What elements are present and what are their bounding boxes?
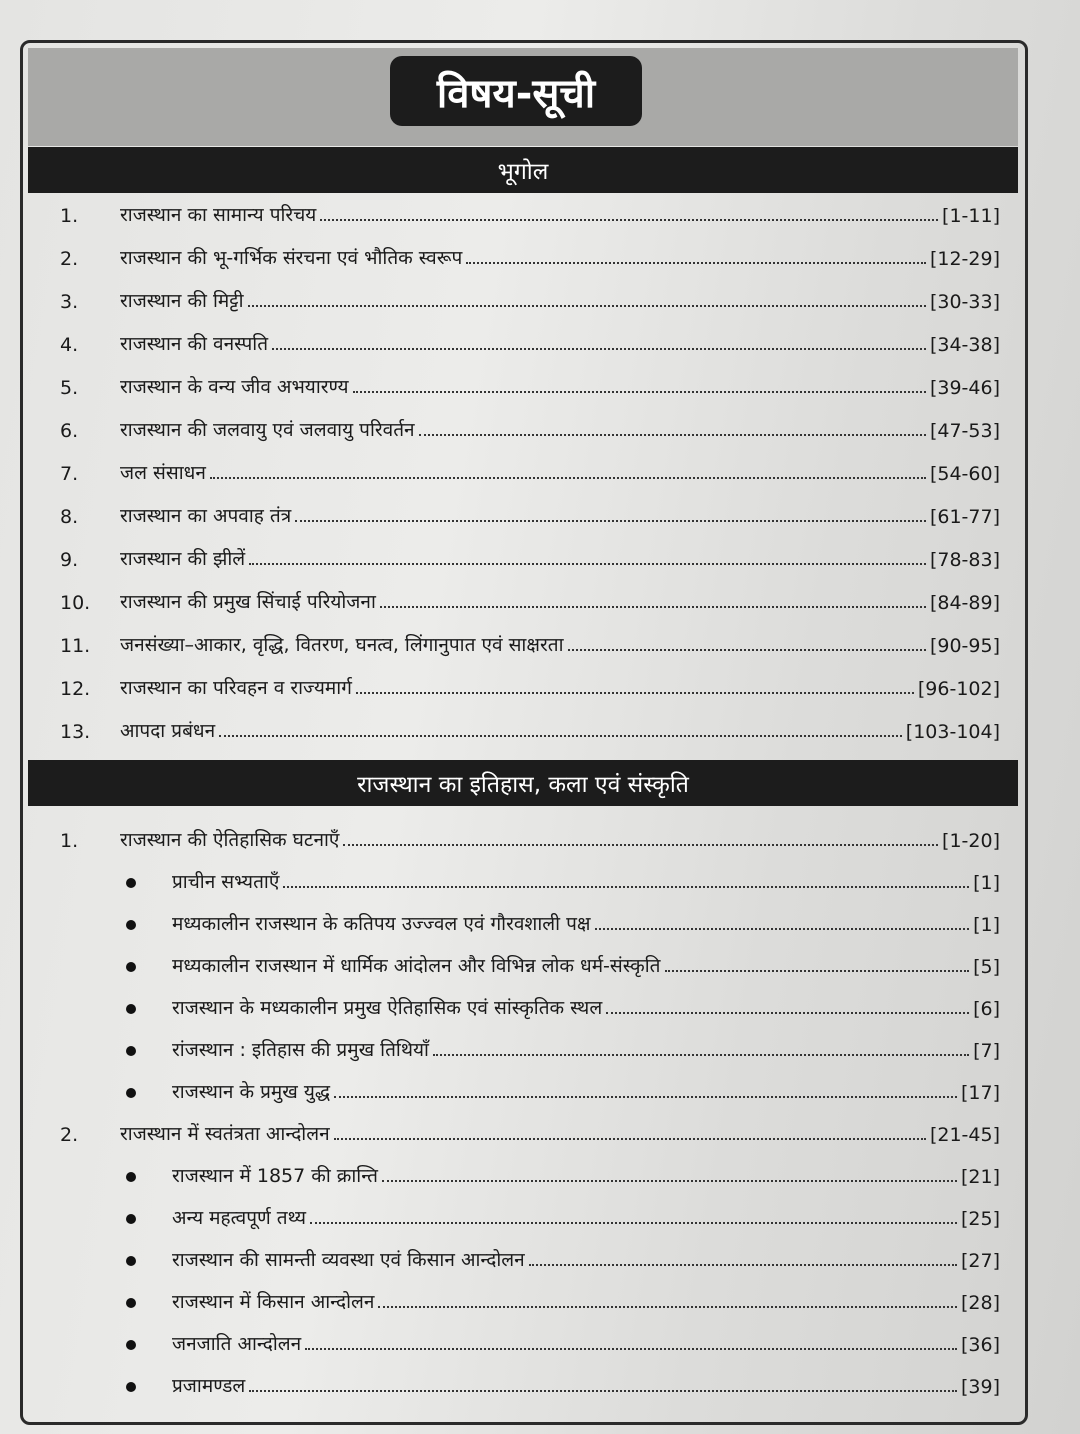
bullet-icon — [126, 1172, 136, 1182]
entry-number: 7. — [60, 463, 79, 485]
dot-leader — [310, 1222, 957, 1224]
toc-entry — [60, 1072, 1000, 1104]
bullet-icon — [126, 1214, 136, 1224]
toc-entry — [60, 410, 1000, 442]
bullet-icon — [126, 878, 136, 888]
entry-title: राजस्थान का अपवाह तंत्र — [120, 505, 292, 527]
entry-title: राजस्थान की वनस्पति — [120, 333, 269, 355]
dot-leader — [606, 1012, 969, 1014]
bullet-icon — [126, 1298, 136, 1308]
toc-entry — [60, 1198, 1000, 1230]
entry-title: राजस्थान की ऐतिहासिक घटनाएँ — [120, 829, 340, 851]
toc-entry — [60, 324, 1000, 356]
entry-title: राजस्थान के प्रमुख युद्ध — [172, 1081, 331, 1103]
dot-leader — [295, 520, 926, 522]
entry-title: मध्यकालीन राजस्थान के कतिपय उज्ज्वल एवं गौरवशाली पक्ष — [172, 913, 591, 935]
dot-leader — [343, 844, 938, 846]
toc-entry — [60, 281, 1000, 313]
dot-leader — [249, 1390, 957, 1392]
entry-title: जनजाति आन्दोलन — [172, 1333, 302, 1355]
toc-entry — [60, 582, 1000, 614]
entry-title: जल संसाधन — [120, 462, 206, 484]
toc-entry — [60, 367, 1000, 399]
bullet-icon — [126, 1256, 136, 1266]
dot-leader — [595, 928, 970, 930]
page-range: [90-95] — [929, 635, 1000, 657]
entry-title: जनसंख्या–आकार, वृद्धि, वितरण, घनत्व, लिंगानुपात एवं साक्षरता — [120, 634, 564, 656]
entry-title: राजस्थान के वन्य जीव अभयारण्य — [120, 376, 349, 398]
page-range: [54-60] — [929, 463, 1000, 485]
toc-entry — [60, 946, 1000, 978]
toc-entry — [60, 862, 1000, 894]
entry-number: 2. — [60, 248, 79, 270]
toc-entry — [60, 453, 1000, 485]
entry-title: राजस्थान की प्रमुख सिंचाई परियोजना — [120, 591, 376, 613]
page-range: [36] — [960, 1334, 1000, 1356]
entry-number: 1. — [60, 830, 79, 852]
entry-title: प्राचीन सभ्यताएँ — [172, 871, 280, 893]
dot-leader — [382, 1180, 957, 1182]
toc-entry — [60, 1324, 1000, 1356]
page-range: [96-102] — [917, 678, 1000, 700]
bullet-icon — [126, 1088, 136, 1098]
page-range: [1-11] — [942, 205, 1000, 227]
page-range: [1] — [973, 872, 1000, 894]
entry-title: राजस्थान की झीलें — [120, 548, 246, 570]
page-range: [21] — [960, 1166, 1000, 1188]
page-range: [27] — [960, 1250, 1000, 1272]
entry-title: राजस्थान की जलवायु एवं जलवायु परिवर्तन — [120, 419, 415, 441]
page-range: [21-45] — [929, 1124, 1000, 1146]
toc-entry — [60, 238, 1000, 270]
dot-leader — [210, 477, 926, 479]
entry-number: 13. — [60, 721, 91, 743]
entry-number: 3. — [60, 291, 79, 313]
dot-leader — [529, 1264, 957, 1266]
dot-leader — [305, 1348, 957, 1350]
entry-number: 12. — [60, 678, 91, 700]
dot-leader — [320, 219, 938, 221]
toc-entry — [60, 1240, 1000, 1272]
entry-title: राजस्थान में 1857 की क्रान्ति — [172, 1165, 378, 1187]
entry-title: आपदा प्रबंधन — [120, 720, 216, 742]
page-range: [47-53] — [929, 420, 1000, 442]
dot-leader — [353, 391, 926, 393]
section-heading-history: राजस्थान का इतिहास, कला एवं संस्कृति — [28, 760, 1018, 806]
page-range: [84-89] — [929, 592, 1000, 614]
toc-entry — [60, 904, 1000, 936]
toc-entry — [60, 1114, 1000, 1146]
dot-leader — [433, 1054, 969, 1056]
entry-number: 2. — [60, 1124, 79, 1146]
page-range: [5] — [973, 956, 1000, 978]
bullet-icon — [126, 962, 136, 972]
bullet-icon — [126, 1046, 136, 1056]
toc-entry — [60, 820, 1000, 852]
entry-number: 5. — [60, 377, 79, 399]
page-range: [1-20] — [942, 830, 1000, 852]
entry-number: 8. — [60, 506, 79, 528]
toc-entry — [60, 539, 1000, 571]
page-range: [17] — [960, 1082, 1000, 1104]
toc-entry — [60, 1366, 1000, 1398]
page-range: [7] — [973, 1040, 1000, 1062]
toc-entry — [60, 1156, 1000, 1188]
entry-title: अन्य महत्वपूर्ण तथ्य — [172, 1207, 306, 1229]
dot-leader — [283, 886, 969, 888]
section-heading-geography: भूगोल — [28, 147, 1018, 193]
page-range: [30-33] — [929, 291, 1000, 313]
toc-entry — [60, 625, 1000, 657]
dot-leader — [665, 970, 970, 972]
entry-title: प्रजामण्डल — [172, 1375, 246, 1397]
entry-number: 4. — [60, 334, 79, 356]
entry-title: राजस्थान की मिट्टी — [120, 290, 244, 312]
entry-number: 1. — [60, 205, 79, 227]
entry-title: रांजस्थान : इतिहास की प्रमुख तिथियाँ — [172, 1039, 429, 1061]
entry-number: 10. — [60, 592, 91, 614]
bullet-icon — [126, 920, 136, 930]
toc-entry — [60, 195, 1000, 227]
toc-entry — [60, 496, 1000, 528]
toc-entry — [60, 1282, 1000, 1314]
entry-number: 6. — [60, 420, 79, 442]
page-range: [12-29] — [929, 248, 1000, 270]
dot-leader — [334, 1138, 926, 1140]
dot-leader — [248, 305, 926, 307]
dot-leader — [466, 262, 926, 264]
entry-title: राजस्थान की सामन्ती व्यवस्था एवं किसान आन्दोलन — [172, 1249, 525, 1271]
page-range: [1] — [973, 914, 1000, 936]
bullet-icon — [126, 1340, 136, 1350]
dot-leader — [568, 649, 926, 651]
page-range: [39] — [960, 1376, 1000, 1398]
dot-leader — [249, 563, 926, 565]
entry-title: राजस्थान का सामान्य परिचय — [120, 204, 317, 226]
entry-title: राजस्थान के मध्यकालीन प्रमुख ऐतिहासिक एवं सांस्कृतिक स्थल — [172, 997, 603, 1019]
toc-entry — [60, 988, 1000, 1020]
page-range: [25] — [960, 1208, 1000, 1230]
entry-title: मध्यकालीन राजस्थान में धार्मिक आंदोलन और विभिन्न लोक धर्म-संस्कृति — [172, 955, 661, 977]
dot-leader — [380, 606, 926, 608]
bullet-icon — [126, 1382, 136, 1392]
toc-entry — [60, 711, 1000, 743]
dot-leader — [356, 692, 914, 694]
entry-number: 9. — [60, 549, 79, 571]
toc-entry — [60, 668, 1000, 700]
dot-leader — [272, 348, 926, 350]
dot-leader — [378, 1306, 957, 1308]
entry-title: राजस्थान में किसान आन्दोलन — [172, 1291, 375, 1313]
page-range: [34-38] — [929, 334, 1000, 356]
dot-leader — [219, 735, 902, 737]
page-title: विषय-सूची — [390, 56, 642, 126]
page-range: [78-83] — [929, 549, 1000, 571]
bullet-icon — [126, 1004, 136, 1014]
page-range: [61-77] — [929, 506, 1000, 528]
toc-entry — [60, 1030, 1000, 1062]
dot-leader — [334, 1096, 957, 1098]
entry-number: 11. — [60, 635, 91, 657]
page-range: [103-104] — [905, 721, 1000, 743]
entry-title: राजस्थान में स्वतंत्रता आन्दोलन — [120, 1123, 330, 1145]
page-range: [39-46] — [929, 377, 1000, 399]
dot-leader — [419, 434, 926, 436]
entry-title: राजस्थान का परिवहन व राज्यमार्ग — [120, 677, 352, 699]
page-range: [6] — [973, 998, 1000, 1020]
entry-title: राजस्थान की भू-गर्भिक संरचना एवं भौतिक स्वरूप — [120, 247, 463, 269]
page-range: [28] — [960, 1292, 1000, 1314]
